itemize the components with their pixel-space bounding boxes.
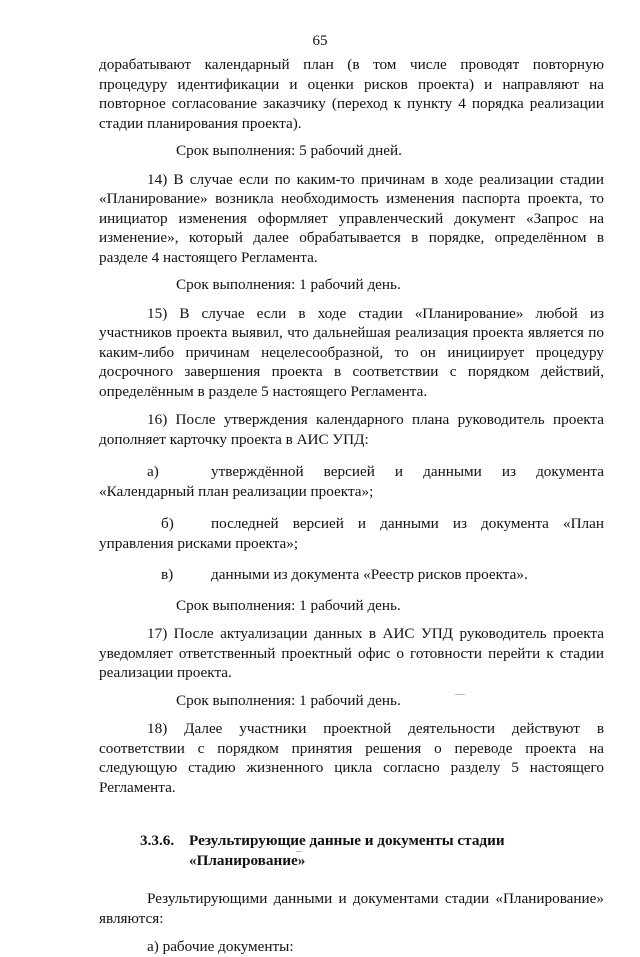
term-1-day: Срок выполнения: 1 рабочий день. xyxy=(176,276,401,293)
sub-item-b-line1: последней версией и данными из документа «План xyxy=(211,515,604,532)
results-intro: Результирующими данными и документами стадии «Планирование» являются: xyxy=(99,890,604,927)
sub-item-b-rest: управления рисками проекта»; xyxy=(99,534,299,552)
sub-item-v-text: данными из документа «Реестр рисков проекта». xyxy=(211,566,528,583)
section-heading xyxy=(99,831,604,870)
sub-item-a-rest: «Календарный план реализации проекта»; xyxy=(99,482,374,500)
section-number: 3.3.6. xyxy=(140,832,175,849)
sub-item-b xyxy=(99,514,604,553)
term-1-day: Срок выполнения: 1 рабочий день. xyxy=(176,596,401,614)
sub-item-a-line1: утверждённой версией и данными из документа xyxy=(211,463,604,480)
item-15: 15) В случае если в ходе стадии «Планирование» любой из участников проекта выявил, что дальнейшая реализация проекта является по каким-либо причинам нецелесообразной, то он инициирует процедуру досрочного завершения проекта в соответствии с порядком действий, определённым в разделе 5 настоящего Регламента. xyxy=(99,304,604,400)
page-number: 65 xyxy=(312,33,328,49)
term-5-days: Срок выполнения: 5 рабочий дней. xyxy=(176,142,402,159)
scan-mark xyxy=(296,851,302,852)
paragraph-intro-rest: повторное согласование заказчику (переход к пункту 4 порядка реализации стадии планирования проекта). xyxy=(99,95,604,132)
scan-mark xyxy=(455,694,465,695)
section-title-line2: «Планирование» xyxy=(189,851,306,869)
sub-item-b-label: б) xyxy=(161,515,174,532)
document-body xyxy=(99,55,604,957)
item-17: 17) После актуализации данных в АИС УПД руководитель проекта уведомляет ответственный проектный офис о готовности перейти к стадии реализации проекта. xyxy=(99,625,604,681)
item-18: 18) Далее участники проектной деятельности действуют в соответствии с порядком принятия решения о переводе проекта на следующую стадию жизненного цикла согласно разделу 5 настоящего Регламента. xyxy=(99,720,604,796)
item-16: 16) После утверждения календарного плана руководитель проекта дополняет карточку проекта в АИС УПД: xyxy=(99,411,604,448)
paragraph-intro xyxy=(99,55,604,133)
term-1-day: Срок выполнения: 1 рабочий день. xyxy=(176,691,401,709)
item-14: 14) В случае если по каким-то причинам в ходе реализации стадии «Планирование» возникла необходимость изменения паспорта проекта, то инициатор изменения оформляет управленческий документ «Запрос на изменение», который далее обрабатывается в порядке, определённом в разделе 4 настоящего Регламента. xyxy=(99,170,604,266)
sub-item-a xyxy=(99,462,604,501)
results-item-a: а) рабочие документы: xyxy=(147,938,294,955)
sub-item-v xyxy=(99,565,604,585)
paragraph-intro-line-2: процедуру идентификации и оценки рисков проекта) и направляют на xyxy=(99,75,604,93)
sub-item-a-label: а) xyxy=(147,463,159,480)
paragraph-intro-line-1: дорабатывают календарный план (в том числе проводят повторную xyxy=(99,56,604,73)
section-title-line1: Результирующие данные и документы стадии xyxy=(189,832,505,849)
sub-item-v-label: в) xyxy=(161,566,174,583)
